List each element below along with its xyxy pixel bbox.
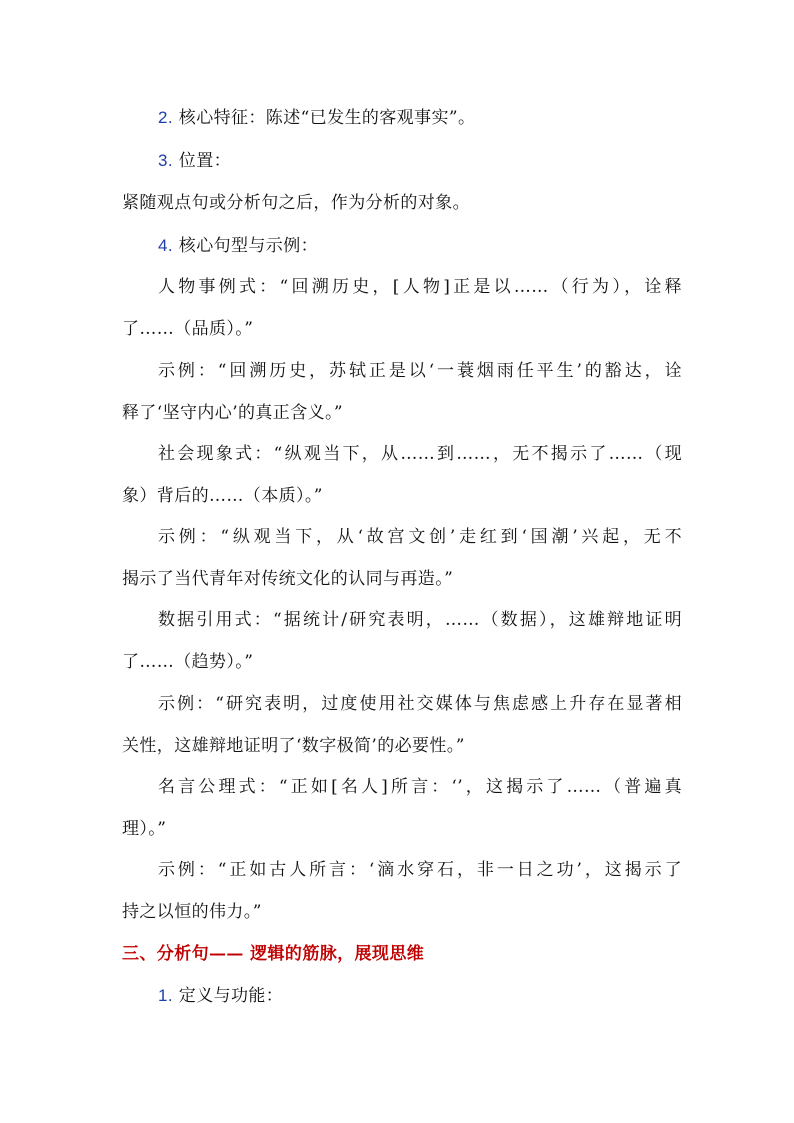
list-number: 4. (158, 236, 173, 255)
example-line: 示例：“回溯历史，苏轼正是以‘一蓑烟雨任平生’的豁达，诠 (158, 361, 682, 381)
pattern-line: 了……（趋势）。” (122, 652, 254, 672)
example-line: 持之以恒的伟力。” (122, 902, 262, 922)
pattern-line: 理）。” (122, 819, 167, 839)
list-item-4 (158, 235, 318, 257)
pattern-line: 象）背后的……（本质）。” (122, 486, 323, 506)
list-text: 定义与功能： (178, 986, 284, 1006)
section-heading: 三、分析句—— 逻辑的筋脉，展现思维 (122, 944, 425, 964)
pattern-line: 社会现象式：“纵观当下，从……到……，无不揭示了……（现 (158, 444, 682, 464)
list-text: 位置： (178, 151, 231, 171)
pattern-line: 名言公理式：“正如[名人]所言：‘’，这揭示了……（普遍真 (158, 777, 682, 797)
example-line: 示例：“正如古人所言：‘滴水穿石，非一日之功’，这揭示了 (158, 860, 682, 880)
example-line: 释了‘坚守内心’的真正含义。” (122, 403, 343, 423)
example-line: 示例：“纵观当下，从‘故宫文创’走红到‘国潮’兴起，无不 (158, 527, 682, 547)
list-text: 核心特征：陈述“已发生的客观事实”。 (178, 108, 476, 128)
pattern-line: 了……（品质）。” (122, 319, 254, 339)
pattern-line: 人物事例式：“回溯历史，[人物]正是以……（行为），诠释 (158, 277, 682, 297)
list-text: 核心句型与示例： (178, 236, 318, 256)
example-line: 示例：“研究表明，过度使用社交媒体与焦虑感上升存在显著相 (158, 694, 682, 714)
list-number: 2. (158, 108, 173, 127)
list-item-1 (158, 985, 283, 1007)
list-number: 1. (158, 986, 173, 1005)
paragraph-position: 紧随观点句或分析句之后，作为分析的对象。 (122, 193, 470, 213)
example-line: 揭示了当代青年对传统文化的认同与再造。” (122, 569, 454, 589)
list-number: 3. (158, 151, 173, 170)
list-item-3 (158, 150, 231, 172)
pattern-line: 数据引用式：“据统计/研究表明，……（数据），这雄辩地证明 (158, 610, 682, 630)
example-line: 关性，这雄辩地证明了‘数字极简’的必要性。” (122, 736, 465, 756)
list-item-2 (158, 107, 475, 129)
